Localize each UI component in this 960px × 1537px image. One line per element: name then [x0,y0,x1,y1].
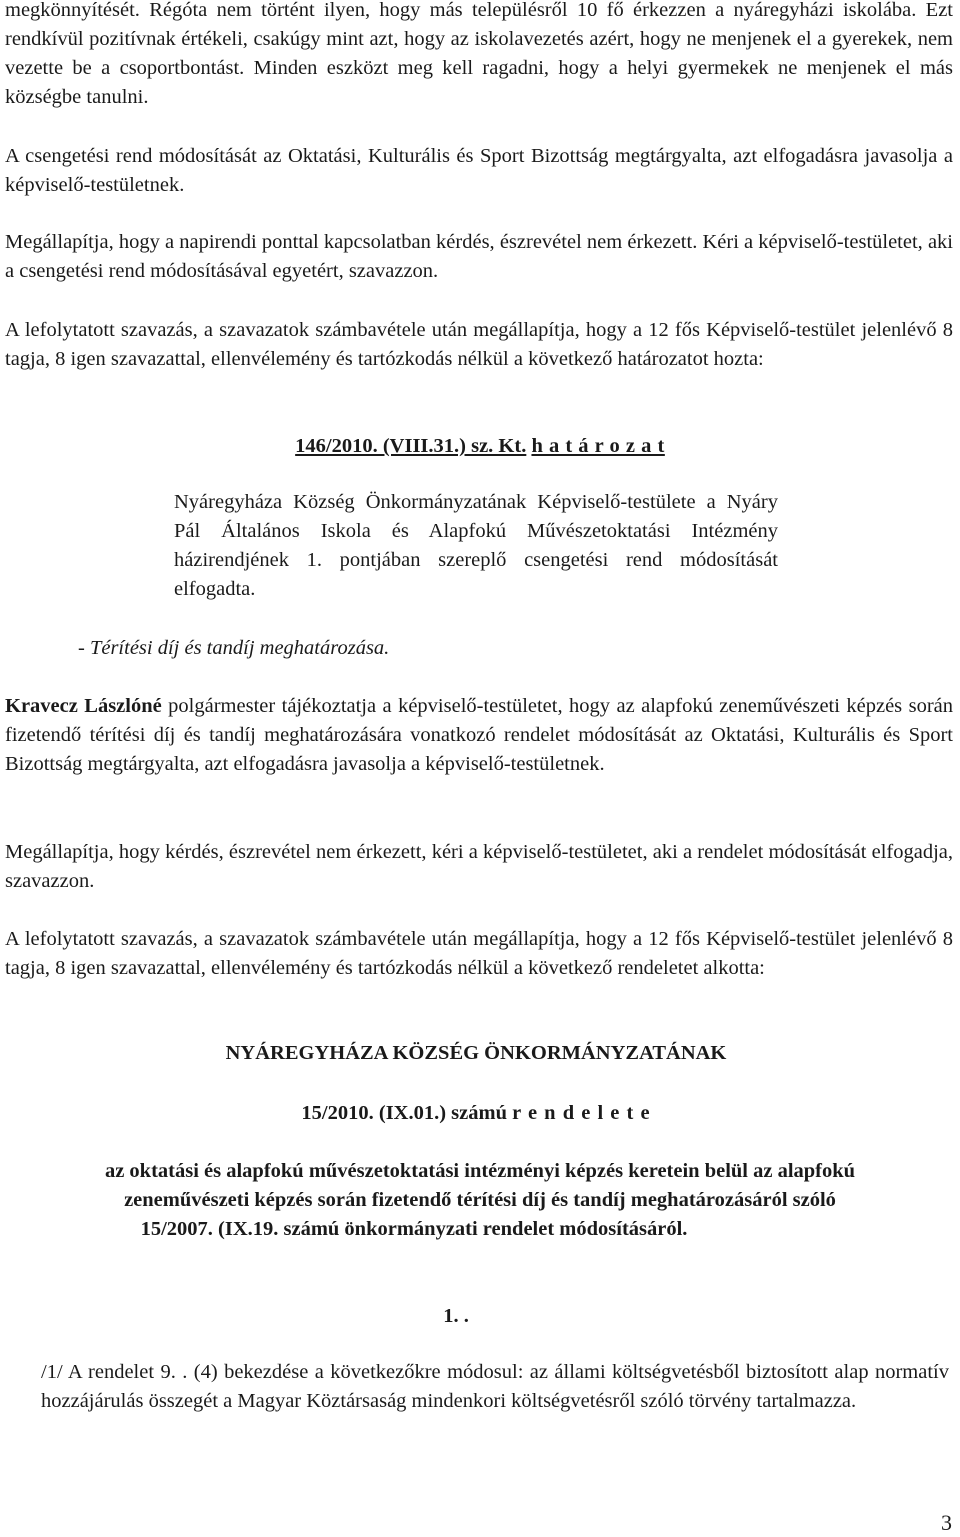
resolution-number: 146/2010. (VIII.31.) sz. Kt. [295,435,527,457]
resolution-text: Nyáregyháza Község Önkormányzatának Képviselő-testülete a Nyáry Pál Általános Iskola és Alapfokú Művészetoktatási Intézmény házirendjének 1. pontjában szereplő csengetési rend módosítását elfogadta. [174,491,778,600]
paragraph-polgarmester-text: polgármester tájékoztatja a képviselő-testületet, hogy az alapfokú zeneművészeti képzés során fizetendő térítési díj és tandíj meghatározására vonatkozó rendelet módosítását az Oktatási, Kulturális és Sport Bizottság megtárgyalta, azt elfogadásra javasolja a képviselő-testületnek. [5,695,953,775]
decree-number-line [0,1099,956,1128]
paragraph-megallapitja-1: Megállapítja, hogy a napirendi ponttal kapcsolatban kérdés, észrevétel nem érkezett. Kéri a képviselő-testületet, aki a csengetési rend módosításával egyetért, szavazzon. [5,231,953,282]
paragraph-megallapitja-2: Megállapítja, hogy kérdés, észrevétel nem érkezett, kéri a képviselő-testületet, aki a rendelet módosítását elfogadja, szavazzon. [5,841,953,892]
clause-1: /1/ A rendelet 9. . (4) bekezdése a következőkre módosul: az állami költségvetésből biztosított alap normatív hozzájárulás összegét a Magyar Köztársaság mindenkori költségvetésről szóló törvény tartalmazza. [41,1361,949,1412]
decree-heading: NYÁREGYHÁZA KÖZSÉG ÖNKORMÁNYZATÁNAK [225,1042,727,1064]
paragraph-szavazas-2: A lefolytatott szavazás, a szavazatok számbavétele után megállapítja, hogy a 12 fős Képviselő-testület jelenlévő 8 tagja, 8 igen szavazattal, ellenvélemény és tartózkodás nélkül a következő rendeletet alkotta: [5,928,953,979]
paragraph-csengetesi-rend: A csengetési rend módosítását az Oktatási, Kulturális és Sport Bizottság megtárgyalta, azt elfogadásra javasolja a képviselő-testületnek. [5,145,953,196]
paragraph-szavazas-1: A lefolytatott szavazás, a szavazatok számbavétele után megállapítja, hogy a 12 fős Képviselő-testület jelenlévő 8 tagja, 8 igen szavazattal, ellenvélemény és tartózkodás nélkül a következő határozatot hozta: [5,319,953,370]
section-number: 1. . [443,1305,469,1327]
paragraph-polgarmester [5,692,953,779]
decree-word: r e n d e l e t e [512,1102,651,1124]
decree-subject-line-3: 15/2007. (IX.19. számú önkormányzati rendelet módosításáról. [140,1218,688,1240]
page-number: 3 [941,1510,952,1535]
resolution-word: h a t á r o z a t [531,435,665,457]
decree-number: 15/2010. (IX.01.) számú [301,1102,507,1124]
resolution-title [0,432,960,461]
agenda-item: - Térítési díj és tandíj meghatározása. [78,637,390,659]
mayor-name: Kravecz Lászlóné [5,695,162,717]
paragraph-intro: megkönnyítését. Régóta nem történt ilyen, hogy más településről 10 fő érkezzen a nyáregyházi iskolába. Ezt rendkívül pozitívnak értékeli, csakúgy mint azt, hogy az iskolavezetés azért, hogy ne menjenek el a gyerekek, nem vezette be a csoportbontást. Minden eszközt meg kell ragadni, hogy a helyi gyermekek ne menjenek el más községbe tanulni. [5,0,953,108]
decree-subject-line-1: az oktatási és alapfokú művészetoktatási intézményi képzés keretein belül az alapfokú [104,1160,856,1182]
decree-subject-line-2: zeneművészeti képzés során fizetendő térítési díj és tandíj meghatározásáról szóló [124,1189,836,1211]
